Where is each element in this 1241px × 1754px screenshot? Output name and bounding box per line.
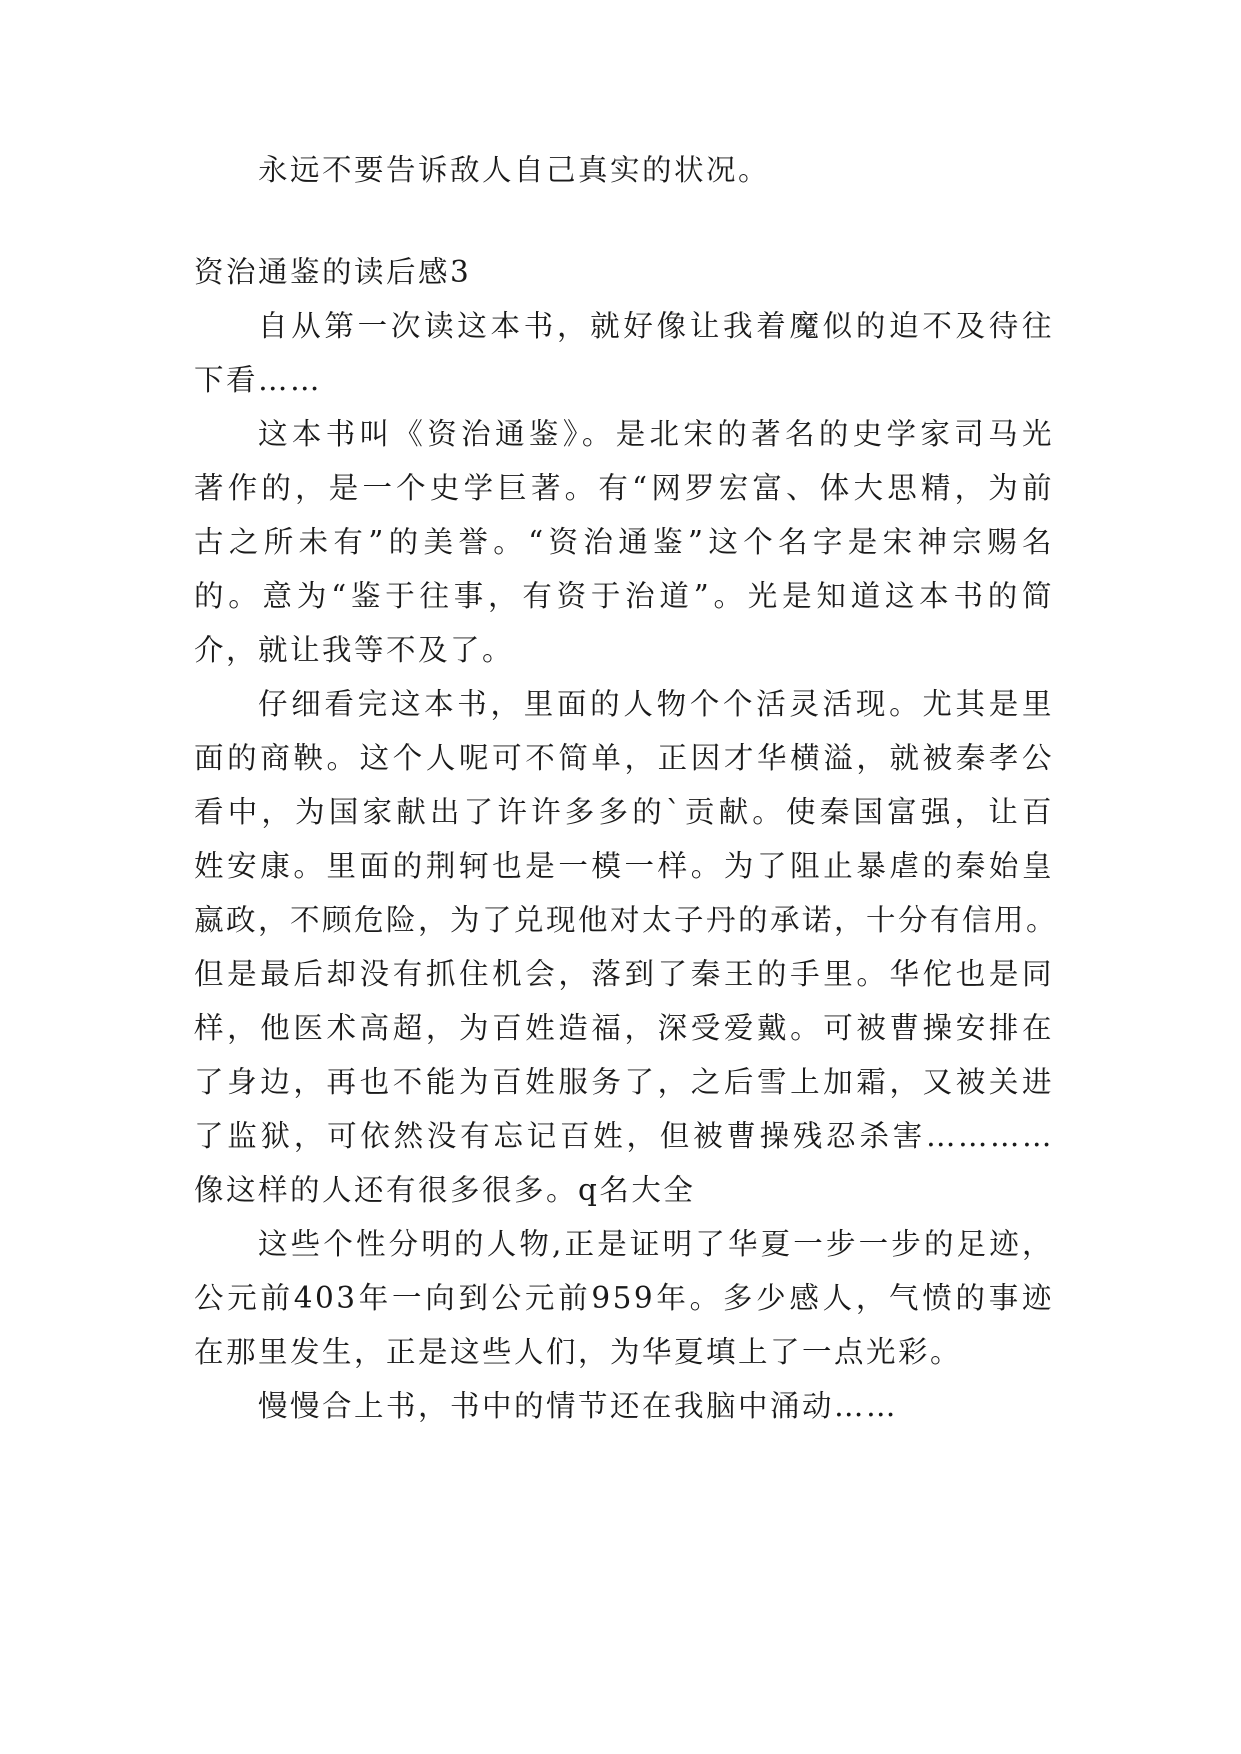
- paragraph-line: 看中，为国家献出了许许多多的`贡献。使秦国富强，让百: [194, 795, 1054, 829]
- paragraph-line: 了身边，再也不能为百姓服务了，之后雪上加霜，又被关进: [194, 1065, 1054, 1099]
- paragraph-line: 但是最后却没有抓住机会，落到了秦王的手里。华佗也是同: [194, 957, 1054, 991]
- paragraph-line: 的。意为“鉴于往事，有资于治道”。光是知道这本书的简: [194, 579, 1054, 613]
- paragraph-line: 古之所未有”的美誉。“资治通鉴”这个名字是宋神宗赐名: [194, 525, 1054, 559]
- intro-paragraph: 永远不要告诉敌人自己真实的状况。: [258, 153, 771, 187]
- paragraph-line: 公元前403年一向到公元前959年。多少感人，气愤的事迹: [194, 1281, 1054, 1315]
- paragraph-line: 面的商鞅。这个人呢可不简单，正因才华横溢，就被秦孝公: [194, 741, 1054, 775]
- paragraph-line: 这本书叫《资治通鉴》。是北宋的著名的史学家司马光: [258, 417, 1054, 451]
- paragraph-line: 像这样的人还有很多很多。q名大全: [194, 1173, 696, 1207]
- section-title: 资治通鉴的读后感3: [194, 255, 472, 289]
- paragraph-line: 嬴政，不顾危险，为了兑现他对太子丹的承诺，十分有信用。: [194, 903, 1059, 937]
- paragraph-line: 仔细看完这本书，里面的人物个个活灵活现。尤其是里: [258, 687, 1054, 721]
- paragraph-line: 介，就让我等不及了。: [194, 633, 515, 667]
- paragraph-line: 自从第一次读这本书，就好像让我着魔似的迫不及待往: [258, 309, 1054, 343]
- paragraph-line: 在那里发生，正是这些人们，为华夏填上了一点光彩。: [194, 1335, 963, 1369]
- paragraph-line: 姓安康。里面的荆轲也是一模一样。为了阻止暴虐的秦始皇: [194, 849, 1054, 883]
- paragraph-line: 下看……: [194, 363, 323, 397]
- paragraph-line: 著作的，是一个史学巨著。有“网罗宏富、体大思精，为前: [194, 471, 1054, 505]
- paragraph-line: 这些个性分明的人物,正是证明了华夏一步一步的足迹，: [258, 1227, 1054, 1261]
- paragraph-line: 慢慢合上书，书中的情节还在我脑中涌动……: [258, 1389, 899, 1423]
- paragraph-line: 了监狱，可依然没有忘记百姓，但被曹操残忍杀害…………: [194, 1119, 1054, 1153]
- paragraph-line: 样，他医术高超，为百姓造福，深受爱戴。可被曹操安排在: [194, 1011, 1054, 1045]
